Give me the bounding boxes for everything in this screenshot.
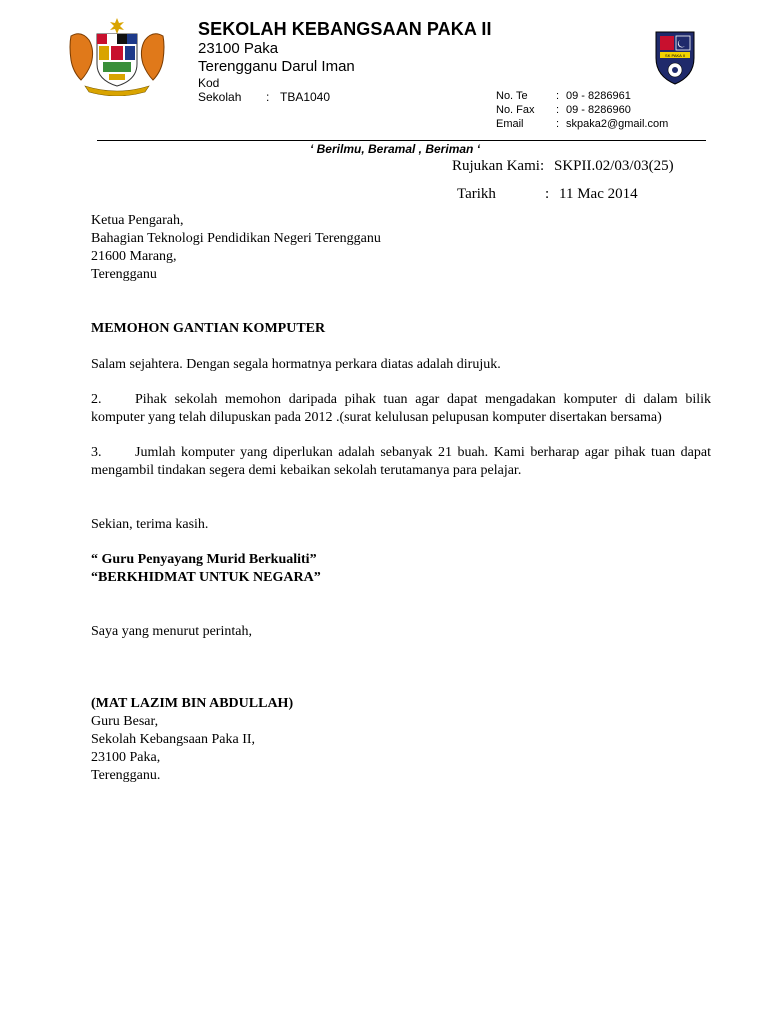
- date-value: 11 Mac 2014: [559, 186, 638, 202]
- sign-off: Saya yang menurut perintah,: [91, 624, 252, 639]
- paragraph-number: 2.: [91, 392, 102, 407]
- contact-value: 09 - 8286961: [566, 90, 631, 102]
- signatory-line: Sekolah Kebangsaan Paka II,: [91, 732, 256, 747]
- paragraph-2: [91, 391, 711, 427]
- school-code-label: Kod Sekolah: [198, 76, 242, 104]
- reference-colon: :: [540, 158, 545, 174]
- letterhead-divider: [97, 140, 706, 141]
- recipient-line: 21600 Marang,: [91, 249, 177, 264]
- school-code-colon: :: [266, 90, 270, 104]
- contact-phone: [496, 90, 631, 102]
- recipient-line: Terengganu: [91, 267, 157, 282]
- recipient-line: Bahagian Teknologi Pendidikan Negeri Terengganu: [91, 231, 381, 246]
- closing: Sekian, terima kasih.: [91, 517, 209, 532]
- paragraph-text: Pihak sekolah memohon daripada pihak tuan agar dapat mengadakan komputer di dalam bilik komputer yang telah dilupuskan pada 2012 .(surat kelulusan pelupusan komputer disertakan bersama): [91, 392, 711, 425]
- signatory-line: 23100 Paka,: [91, 750, 161, 765]
- slogan: “BERKHIDMAT UNTUK NEGARA”: [91, 570, 321, 585]
- signatory-line: Terengganu.: [91, 768, 161, 783]
- greeting: Salam sejahtera. Dengan segala hormatnya perkara diatas adalah dirujuk.: [91, 357, 501, 372]
- reference-value: SKPII.02/03/03(25): [554, 158, 674, 174]
- reference-label: Rujukan Kami: [452, 158, 540, 174]
- school-badge-logo: [650, 28, 700, 88]
- date-colon: :: [545, 186, 550, 202]
- letter-subject: MEMOHON GANTIAN KOMPUTER: [91, 321, 326, 336]
- address-line-2: Terengganu Darul Iman: [198, 58, 355, 75]
- signatory-name: (MAT LAZIM BIN ABDULLAH): [91, 696, 294, 711]
- paragraph-text: Jumlah komputer yang diperlukan adalah sebanyak 21 buah. Kami berharap agar pihak tuan dapat mengambil tindakan segera demi kebaikan sekolah terutamanya para pelajar.: [91, 445, 711, 478]
- recipient-line: Ketua Pengarah,: [91, 213, 184, 228]
- contact-label: Email: [496, 118, 524, 130]
- letter-date: [457, 186, 638, 203]
- contact-label: No. Te: [496, 90, 528, 102]
- school-code: [198, 76, 330, 104]
- date-label: Tarikh: [457, 186, 496, 202]
- contact-fax: [496, 104, 631, 116]
- school-motto: ‘ Berilmu, Beramal , Beriman ‘: [309, 142, 481, 156]
- contact-value: 09 - 8286960: [566, 104, 631, 116]
- reference-number: [452, 158, 674, 175]
- contact-email: [496, 118, 668, 130]
- paragraph-3: [91, 444, 711, 480]
- coat-of-arms-logo: [63, 16, 171, 96]
- school-badge-text: SK PAKA II: [665, 53, 685, 58]
- paragraph-number: 3.: [91, 445, 102, 460]
- contact-colon: :: [556, 104, 560, 116]
- contact-colon: :: [556, 90, 560, 102]
- contact-value: skpaka2@gmail.com: [566, 118, 669, 130]
- signatory-line: Guru Besar,: [91, 714, 159, 729]
- contact-label: No. Fax: [496, 104, 535, 116]
- address-line-1: 23100 Paka: [198, 40, 279, 57]
- contact-colon: :: [556, 118, 560, 130]
- school-code-value: TBA1040: [280, 90, 331, 104]
- school-name: SEKOLAH KEBANGSAAN PAKA II: [198, 19, 492, 39]
- slogan: “ Guru Penyayang Murid Berkualiti”: [91, 552, 317, 567]
